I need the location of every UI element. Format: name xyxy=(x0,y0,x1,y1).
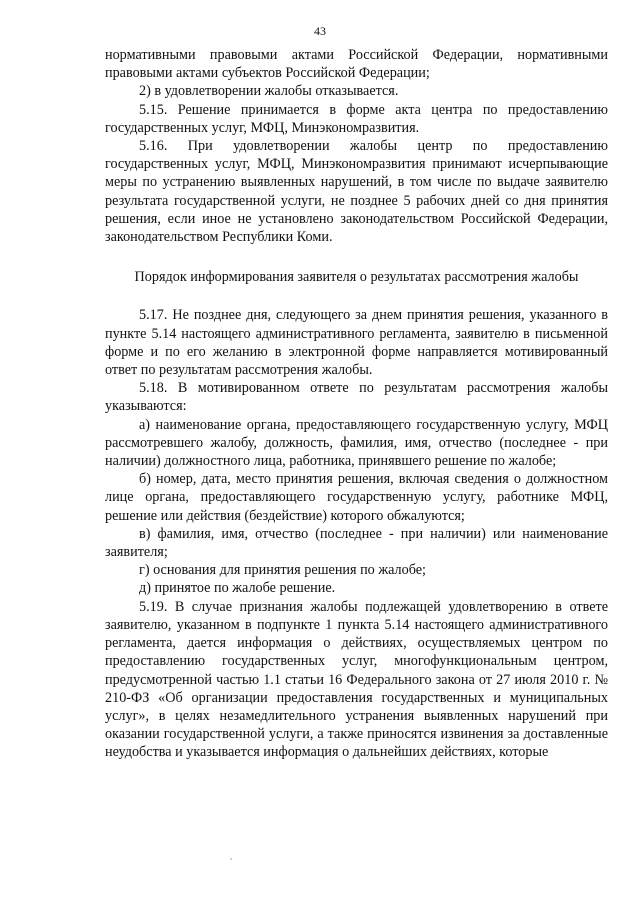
page-number: 43 xyxy=(314,24,326,38)
section-heading: Порядок информирования заявителя о результатах рассмотрения жалобы xyxy=(134,269,579,286)
paragraph-5-16: 5.16. При удовлетворении жалобы центр по предоставлению государственных услуг, МФЦ, Минэкономразвития принимают исчерпывающие меры по устранению выявленных нарушений, в том числе по выдаче заявителю результата государственной услуги, не позднее 5 рабочих дней со дня принятия решения, если иное не установлено законодательством Российской Федерации, законодательством Республики Коми. xyxy=(105,138,608,246)
paragraph-5-17: 5.17. Не позднее дня, следующего за днем принятия решения, указанного в пункте 5.14 настоящего административного регламента, заявителю в письменной форме и по его желанию в электронной форме направляется мотивированный ответ по результатам рассмотрения жалобы. xyxy=(105,307,608,379)
paragraph-5-15: 5.15. Решение принимается в форме акта центра по предоставлению государственных услуг, МФЦ, Минэкономразвития. xyxy=(105,101,608,136)
scan-speck xyxy=(230,858,232,860)
list-item-d: д) принятое по жалобе решение. xyxy=(139,580,336,597)
paragraph-continuation: нормативными правовыми актами Российской Федерации, нормативными правовыми актами субъектов Российской Федерации; xyxy=(105,47,608,82)
list-item-a: а) наименование органа, предоставляющего государственную услугу, МФЦ рассмотревшего жалобу, должность, фамилия, имя, отчество (последнее - при наличии) должностного лица, работника, принявшего решение по жалобе; xyxy=(105,416,608,470)
paragraph-5-19: 5.19. В случае признания жалобы подлежащей удовлетворению в ответе заявителю, указанном в подпункте 1 пункта 5.14 настоящего административного регламента, дается информация о действиях, осуществляемых центром по предоставлению государственных услуг, многофункциональным центром, предусмотренной частью 1.1 статьи 16 Федерального закона от 27 июля 2010 г. № 210-ФЗ «Об организации предоставления государственных и муниципальных услуг», в целях незамедлительного устранения выявленных нарушений при оказании государственной услуги, а также приносятся извинения за доставленные неудобства и указывается информация о дальнейших действиях, которые xyxy=(105,598,608,761)
list-item-g: г) основания для принятия решения по жалобе; xyxy=(139,562,426,579)
paragraph-5-18: 5.18. В мотивированном ответе по результатам рассмотрения жалобы указываются: xyxy=(105,380,608,415)
list-item-v: в) фамилия, имя, отчество (последнее - при наличии) или наименование заявителя; xyxy=(105,525,608,561)
document-body xyxy=(105,46,608,762)
paragraph-item-2: 2) в удовлетворении жалобы отказывается. xyxy=(139,83,399,100)
list-item-b: б) номер, дата, место принятия решения, включая сведения о должностном лице органа, предоставляющего государственную услугу, работнике МФЦ, решение или действия (бездействие) которого обжалуются; xyxy=(105,471,608,524)
